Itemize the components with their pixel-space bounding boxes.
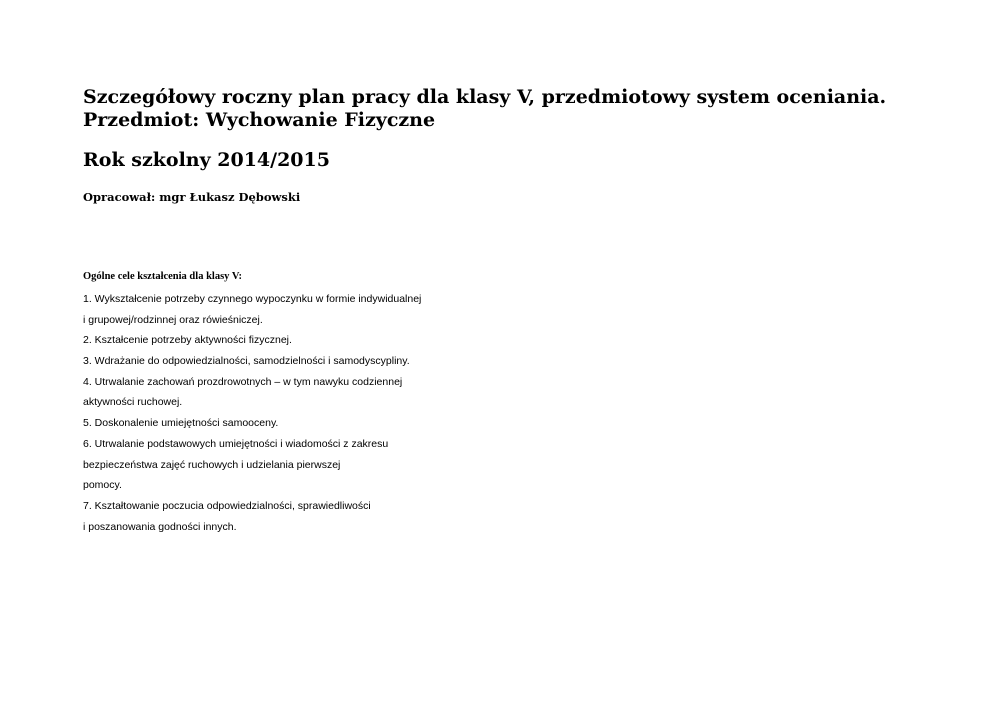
goals-line: pomocy. — [83, 479, 122, 492]
goals-line: bezpieczeństwa zajęć ruchowych i udzielania pierwszej — [83, 458, 341, 471]
school-year-heading: Rok szkolny 2014/2015 — [83, 149, 330, 171]
goals-heading: Ogólne cele kształcenia dla klasy V: — [83, 271, 242, 282]
document-title — [83, 86, 943, 132]
author-line: Opracował: mgr Łukasz Dębowski — [83, 190, 301, 204]
goals-line: 3. Wdrażanie do odpowiedzialności, samodzielności i samodyscypliny. — [83, 355, 410, 368]
goals-line: i grupowej/rodzinnej oraz rówieśniczej. — [83, 313, 263, 326]
goals-line: 4. Utrwalanie zachowań prozdrowotnych – w tym nawyku codziennej — [83, 375, 403, 388]
title-line-1: Szczegółowy roczny plan pracy dla klasy V, przedmiotowy system oceniania. — [83, 86, 887, 108]
goals-list — [83, 289, 603, 537]
goals-line: i poszanowania godności innych. — [83, 520, 237, 533]
goals-line: 1. Wykształcenie potrzeby czynnego wypoczynku w formie indywidualnej — [83, 293, 422, 305]
title-line-2: Przedmiot: Wychowanie Fizyczne — [83, 109, 436, 131]
goals-line: 6. Utrwalanie podstawowych umiejętności i wiadomości z zakresu — [83, 437, 389, 450]
goals-line: aktywności ruchowej. — [83, 396, 183, 409]
goals-line: 2. Kształcenie potrzeby aktywności fizycznej. — [83, 334, 292, 347]
goals-line: 7. Kształtowanie poczucia odpowiedzialności, sprawiedliwości — [83, 499, 371, 512]
goals-line: 5. Doskonalenie umiejętności samooceny. — [83, 417, 279, 430]
